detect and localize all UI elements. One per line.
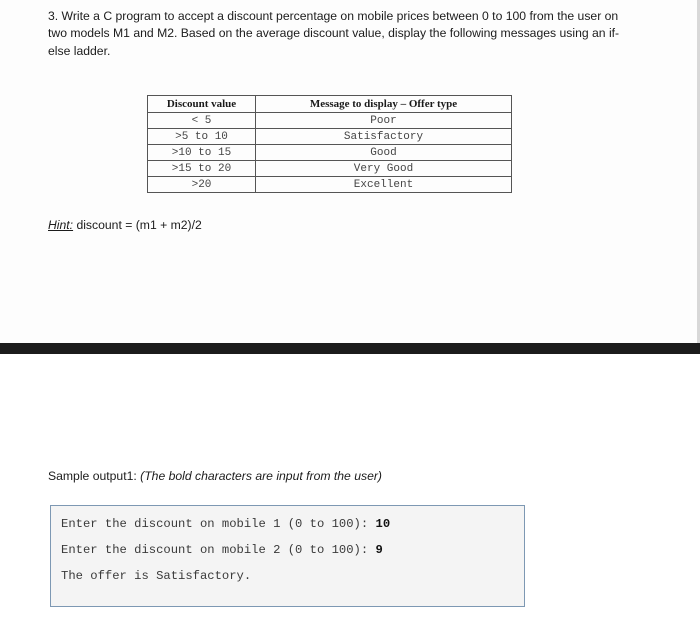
offer-cell: Good — [256, 145, 512, 161]
table-row — [148, 161, 512, 177]
sample-output-heading — [48, 469, 382, 483]
output-prompt: Enter the discount on mobile 1 (0 to 100): — [61, 517, 376, 531]
discount-table — [147, 95, 512, 193]
question-text: 3. Write a C program to accept a discount percentage on mobile prices between 0 to 100 from the user on two models M1 and M2. Based on the average discount value, display the following messages using an if-else ladder. — [48, 9, 620, 58]
hint-label: Hint: — [48, 218, 74, 232]
console-output-box — [50, 505, 525, 607]
hint-formula: discount = (m1 + m2)/2 — [73, 218, 202, 232]
offer-cell: Satisfactory — [256, 129, 512, 145]
discount-cell: >15 to 20 — [148, 161, 256, 177]
output-line — [61, 569, 251, 583]
header-message: Message to display – Offer type — [256, 96, 512, 113]
output-result: The offer is Satisfactory. — [61, 569, 252, 583]
table-row — [148, 145, 512, 161]
offer-cell: Very Good — [256, 161, 512, 177]
header-discount-value: Discount value — [148, 96, 256, 113]
discount-cell: < 5 — [148, 113, 256, 129]
table-row — [148, 113, 512, 129]
output-line — [61, 543, 383, 557]
output-line — [61, 517, 390, 531]
discount-cell: >5 to 10 — [148, 129, 256, 145]
sample-note: (The bold characters are input from the user) — [140, 469, 382, 483]
table-row — [148, 177, 512, 193]
discount-cell: >20 — [148, 177, 256, 193]
hint — [48, 218, 202, 232]
offer-cell: Poor — [256, 113, 512, 129]
discount-cell: >10 to 15 — [148, 145, 256, 161]
offer-cell: Excellent — [256, 177, 512, 193]
user-input: 9 — [375, 543, 383, 557]
table-row — [148, 129, 512, 145]
page-divider — [0, 343, 700, 354]
user-input: 10 — [375, 517, 391, 531]
table-header-row — [148, 96, 512, 113]
output-prompt: Enter the discount on mobile 2 (0 to 100): — [61, 543, 376, 557]
sample-label: Sample output1: — [48, 469, 141, 483]
